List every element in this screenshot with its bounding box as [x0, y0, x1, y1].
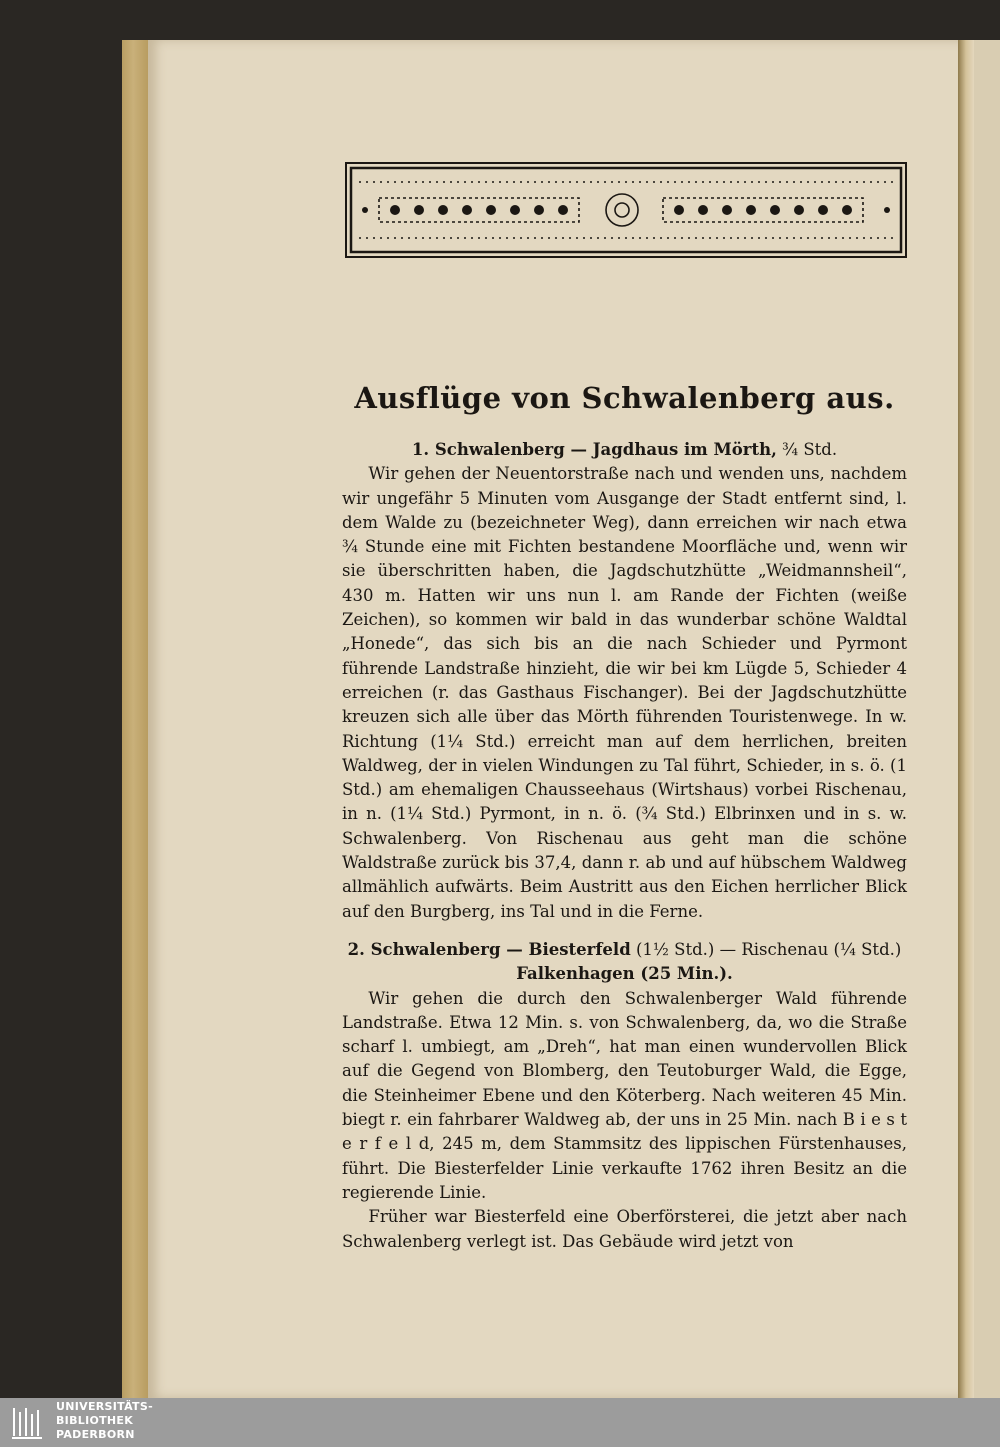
section-2 — [342, 938, 907, 1254]
section-title-bold: 1. Schwalenberg — Jagdhaus im Mörth, — [411, 440, 777, 459]
section-title-line2: Falkenhagen (25 Min.). — [516, 964, 733, 984]
text-block — [342, 380, 907, 1254]
section-paragraph: Wir gehen die durch den Schwalenberger Wald führende Landstraße. Etwa 12 Min. s. von Schwalenberg, da, wo die Straße scharf l. umbiegt, am „Dreh“, hat man einen wundervollen Blick auf die Gegend von Blomberg, den Teutoburger Wald, die Egge, die Steinheimer Ebene und den Köterberg. Nach weiteren 45 Min. biegt r. ein fahrbarer Waldweg ab, der uns in 25 Min. nach B i e s t e r f e l d, 245 m, dem Stammsitz des lippischen Fürstenhauses, führt. Die Biesterfelder Linie verkaufte 1762 ihren Besitz an die regierende Linie. — [342, 988, 907, 1202]
library-footer — [0, 1398, 1000, 1447]
floral-border-ornament-icon — [345, 162, 907, 258]
section-title-bold: 2. Schwalenberg — Biesterfeld — [347, 939, 631, 959]
facing-page-strip — [974, 40, 1000, 1398]
university-library-logo-icon — [8, 1402, 48, 1442]
section-title — [342, 938, 907, 962]
book-page-edge-left — [122, 40, 150, 1398]
section-title-rest: ¾ Std. — [776, 440, 838, 459]
section-paragraph: Früher war Biesterfeld eine Oberförsterei, die jetzt aber nach Schwalenberg verlegt ist. Das Gebäude wird jetzt von — [342, 1207, 907, 1251]
section-1 — [342, 438, 907, 924]
section-paragraph: Wir gehen der Neuentorstraße nach und wenden uns, nachdem wir ungefähr 5 Minuten vom Ausgange der Stadt entfernt sind, l. dem Walde zu (bezeichneter Weg), dann erreichen wir nach etwa ¾ Stunde eine mit Fichten bestandene Moorfläche und, wenn wir sie überschritten haben, die Jagdschutzhütte „Weidmannsheil“, 430 m. Hatten wir uns nun l. am Rande der Fichten (weiße Zeichen), so kommen wir bald in das wunderbar schöne Waldtal „Honede“, das sich bis an die nach Schieder und Pyrmont führende Landstraße hinzieht, die wir bei km Lügde 5, Schieder 4 erreichen (r. das Gasthaus Fischanger). Bei der Jagdschutzhütte kreuzen sich alle über das Mörth führenden Touristenwege. In w. Richtung (1¼ Std.) erreicht man auf dem herrlichen, breiten Waldweg, der in vielen Windungen zu Tal führt, Schieder, in s. ö. (1 Std.) am ehemaligen Chausseehaus (Wirtshaus) vorbei Rischenau, in n. (1¼ Std.) Pyrmont, in n. ö. (¾ Std.) Elbrinxen und in s. w. Schwalenberg. Von Rischenau aus geht man die schöne Waldstraße zurück bis 37,4, dann r. ab und auf hübschem Waldweg allmählich aufwärts. Beim Austritt aus den Eichen herrlicher Blick auf den Burgberg, ins Tal und in die Ferne. — [342, 464, 907, 921]
library-name: UNIVERSITÄTS- BIBLIOTHEK PADERBORN — [56, 1400, 153, 1441]
section-title-rest: (1½ Std.) — Rischenau (¼ Std.) — [630, 939, 902, 959]
section-title — [342, 438, 907, 462]
page-heading: Ausflüge von Schwalenberg aus. — [354, 381, 895, 415]
book-gutter — [958, 40, 974, 1398]
